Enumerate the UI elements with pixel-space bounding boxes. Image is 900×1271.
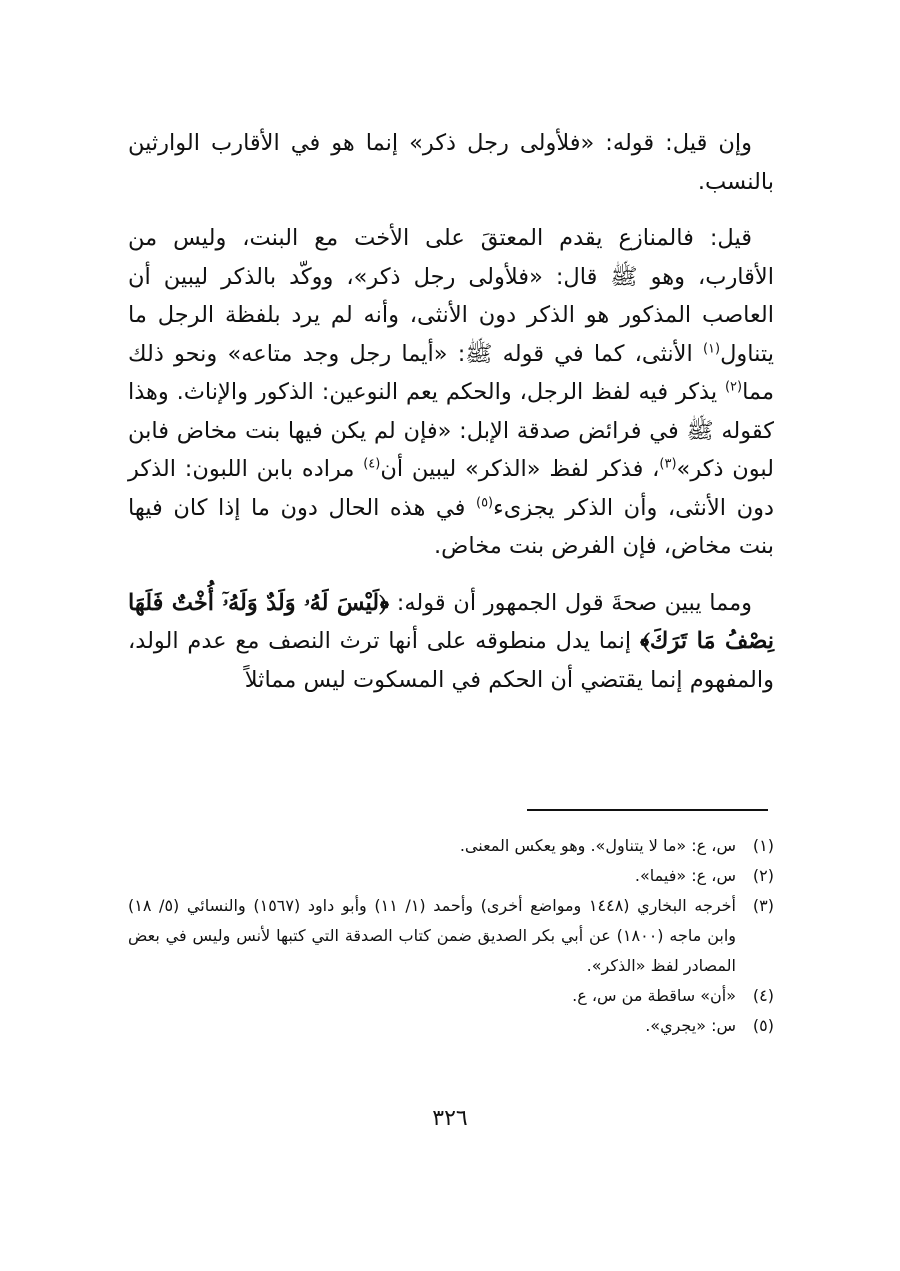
footnote (128, 831, 774, 861)
text-segment: إنما يدل منطوقه على أنها ترث النصف مع عدم الولد، والمفهوم إنما يقتضي أن الحكم في المسكوت ليس مماثلاً (128, 628, 774, 693)
footnote-number: (٥) (752, 1016, 774, 1035)
text-segment: مراده بابن اللبون: الذكر دون الأنثى، وأن الذكر يجزىء (128, 456, 774, 521)
main-text (128, 124, 774, 717)
text-segment: ومما يبين صحةَ قول الجمهور أن قوله: (389, 589, 752, 616)
text-segment: الأنثى، كما في قوله ﷺ: «أيما رجل وجد متاعه» ونحو ذلك مما (128, 340, 774, 405)
footnote-text: أخرجه البخاري (١٤٤٨ ومواضع أخرى) وأحمد (١/ ١١) وأبو داود (١٥٦٧) والنسائي (٥/ ١٨) وابن ماجه (١٨٠٠) عن أبي بكر الصديق ضمن كتاب الصدقة التي كتبها لأنس وليس في بعض المصادر لفظ «الذكر». (128, 896, 736, 975)
footnote-text: س، ع: «ما لا يتناول». وهو يعكس المعنى. (459, 836, 736, 855)
footnotes (128, 831, 774, 1041)
footnote-text: «أن» ساقطة من س، ع. (572, 986, 736, 1005)
footnote-reference[interactable]: (٤) (363, 456, 381, 472)
paragraph (128, 219, 774, 566)
text-segment: وإن قيل: قوله: «فلأولى رجل ذكر» إنما هو في الأقارب الوارثين بالنسب. (128, 130, 774, 195)
footnote-number: (٢) (752, 866, 774, 885)
text-segment: يذكر فيه لفظ الرجل، والحكم يعم النوعين: الذكور والإناث. وهذا كقوله ﷺ في فرائض صدقة الإبل: «فإن لم يكن فيها بنت مخاض فابن لبون ذكر» (128, 379, 775, 482)
footnote-reference[interactable]: (٥) (475, 495, 494, 510)
footnote-number: (٤) (752, 986, 774, 1005)
text-segment: ، فذكر لفظ «الذكر» ليبين أن (380, 456, 660, 482)
footnote-number: (٣) (752, 896, 774, 915)
footnote-reference[interactable]: (٣) (659, 456, 677, 472)
footnote (128, 861, 774, 891)
quran-verse: ﴿لَيْسَ لَهُۥ وَلَدٌ وَلَهُۥٓ أُخْتٌ فَلَهَا نِصْفُ مَا تَرَكَ﴾ (128, 589, 775, 654)
footnote-text: س، ع: «فيما». (634, 866, 736, 885)
text-segment: قيل: فالمنازع يقدم المعتقَ على الأخت مع البنت، وليس من الأقارب، وهو ﷺ قال: «فلأولى رجل ذكر»، ووكّد بالذكر ليبين أن العاصب المذكور هو الذكر دون الأنثى، وأنه لم يرد بلفظة الرجل ما يتناول (128, 225, 774, 367)
footnote (128, 1011, 774, 1041)
text-segment: في هذه الحال دون ما إذا كان فيها بنت مخاض، فإن الفرض بنت مخاض. (128, 494, 774, 559)
footnote-divider (527, 809, 768, 811)
footnote (128, 981, 774, 1011)
footnote-number: (١) (752, 836, 774, 855)
paragraph (128, 584, 774, 700)
footnote-reference[interactable]: (٢) (724, 379, 743, 395)
footnote-reference[interactable]: (١) (702, 341, 721, 356)
footnote-text: س: «يجري». (645, 1016, 736, 1035)
paragraph (128, 124, 774, 201)
page-number: ٣٢٦ (432, 1106, 468, 1131)
footnote (128, 891, 774, 981)
